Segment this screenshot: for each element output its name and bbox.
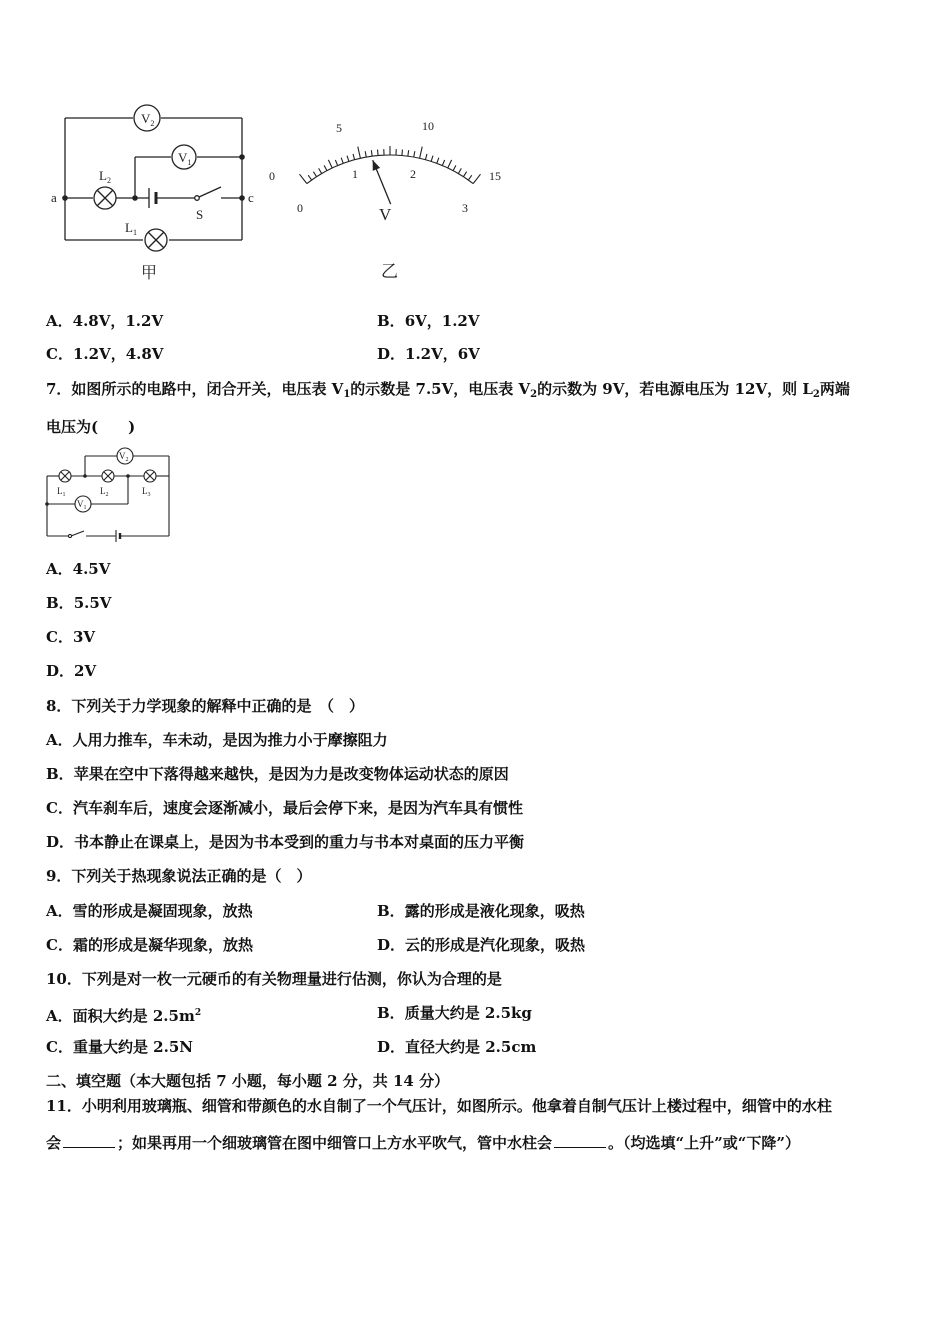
q11-blank-1[interactable] xyxy=(63,1133,115,1148)
dial-top-label-15: 15 xyxy=(489,169,501,183)
dial-arc xyxy=(307,155,473,184)
dial-tick xyxy=(308,175,311,180)
dial-tick xyxy=(378,150,379,156)
q7-l3-label: $L_3$ xyxy=(142,486,151,498)
q8-option-c[interactable]: C．汽车刹车后，速度会逐渐减小，最后会停下来，是因为汽车具有惯性 xyxy=(46,799,523,817)
dial-top-label-0: 0 xyxy=(269,169,275,183)
q9-stem: 9．下列关于热现象说法正确的是（ ） xyxy=(46,867,312,885)
q7-l2-label: $L_2$ xyxy=(100,486,109,498)
dial-tick xyxy=(420,147,423,159)
q7-option-d[interactable]: D．2V xyxy=(46,662,97,680)
dial-tick xyxy=(371,150,372,156)
meter-symbol: V xyxy=(379,205,392,224)
node-c-label: c xyxy=(248,190,254,205)
q9-option-b[interactable]: B．露的形成是液化现象，吸热 xyxy=(377,902,585,920)
q8-option-d[interactable]: D．书本静止在课桌上，是因为书本受到的重力与书本对桌面的压力平衡 xyxy=(46,833,525,851)
dial-tick xyxy=(358,147,361,159)
dial-bottom-label-3: 3 xyxy=(462,201,468,215)
q6-option-a[interactable]: A．4.8V，1.2V xyxy=(46,312,164,330)
q8-option-a[interactable]: A．人用力推车，车未动，是因为推力小于摩擦阻力 xyxy=(46,731,388,749)
q11-stem-line2: 会 ；如果再用一个细玻璃管在图中细管口上方水平吹气，管中水柱会 。（均选填“上升”或“下降”） xyxy=(46,1134,801,1152)
q6-option-b[interactable]: B．6V，1.2V xyxy=(377,312,480,330)
q11-stem-line1: 11．小明利用玻璃瓶、细管和带颜色的水自制了一个气压计，如图所示。他拿着自制气压计上楼过程中，细管中的水柱 xyxy=(46,1097,832,1115)
dial-tick xyxy=(463,172,466,177)
q10-option-b[interactable]: B．质量大约是 2.5kg xyxy=(377,1004,532,1022)
q9-option-a[interactable]: A．雪的形成是凝固现象，放热 xyxy=(46,902,253,920)
dial-scale xyxy=(299,146,480,184)
dial-tick xyxy=(414,151,415,157)
q7-l1-label: $L_1$ xyxy=(57,486,66,498)
q6-option-d[interactable]: D．1.2V，6V xyxy=(377,345,480,363)
dial-tick xyxy=(324,165,327,170)
dial-bottom-label-2: 2 xyxy=(410,167,416,181)
q7-v1-label: $V_1$ xyxy=(77,499,87,511)
dial-tick xyxy=(335,160,337,166)
switch-label: S xyxy=(196,207,204,222)
dial-tick xyxy=(437,158,439,164)
dial-tick xyxy=(473,174,480,183)
l2-label: $L_2$ xyxy=(99,168,111,185)
dial-tick xyxy=(442,160,444,166)
dial-top-label-10: 10 xyxy=(422,119,434,133)
dial-tick xyxy=(402,150,403,156)
q7-option-a[interactable]: A．4.5V xyxy=(46,560,111,578)
q7-stem-line2: 电压为( ) xyxy=(46,418,136,436)
q9-option-d[interactable]: D．云的形成是汽化现象，吸热 xyxy=(377,936,586,954)
dial-bottom-label-1: 1 xyxy=(352,167,358,181)
dial-top-label-5: 5 xyxy=(336,121,342,135)
q11-blank-2[interactable] xyxy=(554,1133,606,1148)
dial-tick xyxy=(425,154,427,160)
dial-tick xyxy=(431,156,433,162)
q10-stem: 10．下列是对一枚一元硬币的有关物理量进行估测，你认为合理的是 xyxy=(46,970,502,988)
q9-option-c[interactable]: C．霜的形成是凝华现象，放热 xyxy=(46,936,253,954)
dial-tick xyxy=(468,175,471,180)
dial-bottom-label-0: 0 xyxy=(297,201,303,215)
v1-label: $V_1$ xyxy=(178,150,192,167)
q7-option-b[interactable]: B．5.5V xyxy=(46,594,112,612)
dial-tick xyxy=(347,156,349,162)
v2-label: $V_2$ xyxy=(141,111,155,128)
dial-needle-arrowhead xyxy=(373,160,380,171)
dial-tick xyxy=(313,172,316,177)
dial-tick xyxy=(453,165,456,170)
q10-option-a[interactable]: A．面积大约是 $2.5m^2$ xyxy=(46,1007,202,1025)
dial-tick xyxy=(299,174,306,183)
dial-tick xyxy=(319,168,322,173)
dial-tick xyxy=(458,168,461,173)
dial-tick xyxy=(328,160,332,168)
section-heading-fill-in: 二、填空题（本大题包括 7 小题，每小题 2 分，共 14 分） xyxy=(46,1072,450,1090)
dial-tick xyxy=(365,151,366,157)
q7-option-c[interactable]: C．3V xyxy=(46,628,96,646)
figure-jia-caption: 甲 xyxy=(141,265,158,282)
dial-tick xyxy=(353,154,355,160)
dial-tick xyxy=(408,150,409,156)
dial-tick xyxy=(448,160,452,168)
q6-option-c[interactable]: C．1.2V，4.8V xyxy=(46,345,164,363)
q7-circuit-figure xyxy=(40,444,180,544)
circuit-figure-jia xyxy=(45,100,275,290)
q10-option-c[interactable]: C．重量大约是 2.5N xyxy=(46,1038,193,1056)
q8-stem: 8．下列关于力学现象的解释中正确的是 （ ） xyxy=(46,697,364,715)
q7-stem-line1: 7．如图所示的电路中，闭合开关，电压表 $V_1$的示数是 7.5V，电压表 $V_2$的示数为 9V，若电源电压为 12V，则 $L_2$两端 xyxy=(46,380,850,400)
figure-yi-caption: 乙 xyxy=(381,262,398,281)
l1-label: $L_1$ xyxy=(125,220,137,237)
voltmeter-dial-yi xyxy=(262,110,522,290)
q7-v2-label: $V_2$ xyxy=(119,451,129,463)
node-a-label: a xyxy=(51,190,57,205)
dial-tick xyxy=(341,158,343,164)
q8-option-b[interactable]: B．苹果在空中下落得越来越快，是因为力是改变物体运动状态的原因 xyxy=(46,765,509,783)
q10-option-d[interactable]: D．直径大约是 2.5cm xyxy=(377,1038,537,1056)
